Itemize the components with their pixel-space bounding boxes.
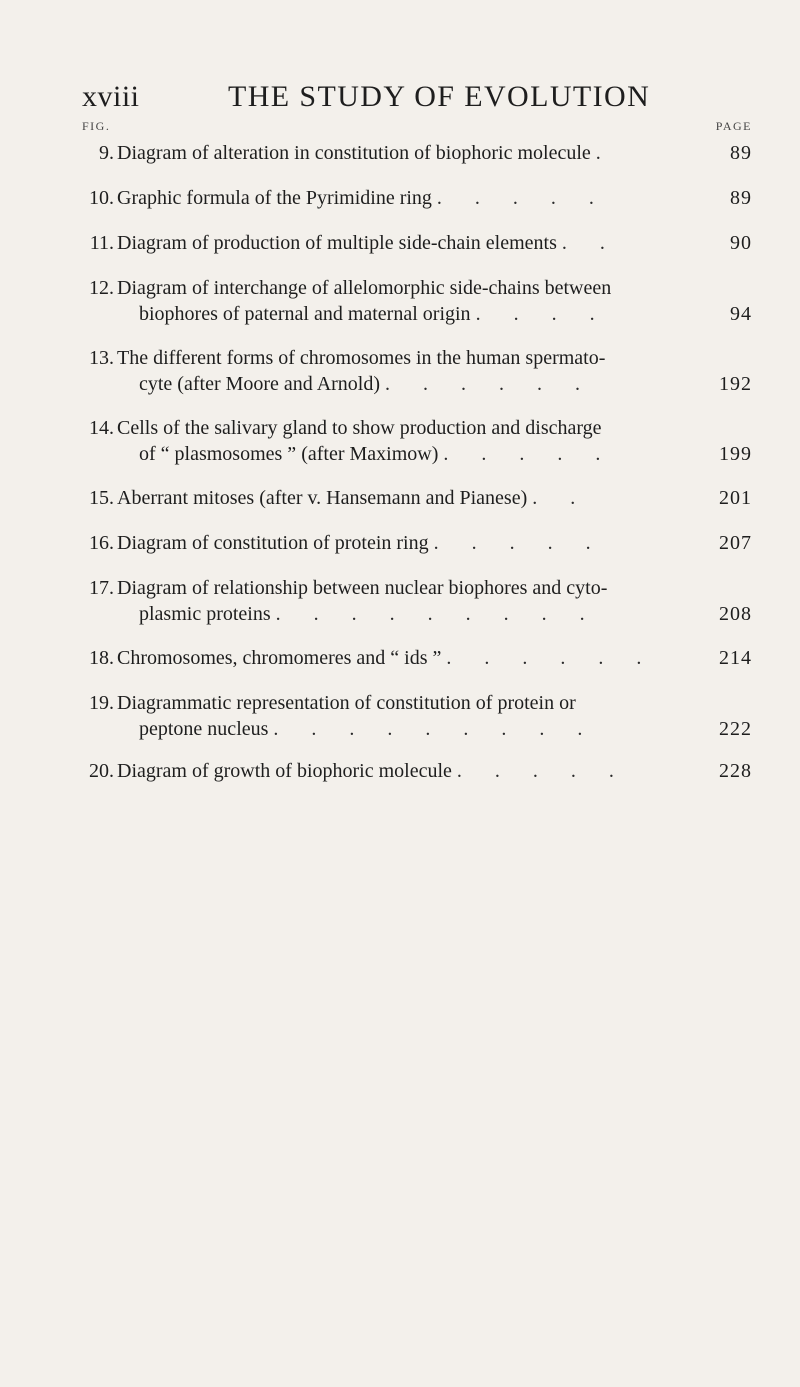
caption-line: The different forms of chromosomes in the human spermato- <box>117 347 606 369</box>
leader-dots: . . . . . . <box>385 373 595 395</box>
figure-entry-18 <box>82 645 752 671</box>
caption-line: Diagram of relationship between nuclear biophores and cyto- <box>117 577 608 599</box>
figure-entry-16 <box>82 530 752 556</box>
figure-entry-14 <box>82 415 752 467</box>
figure-number: 19. <box>89 692 114 714</box>
figure-caption <box>117 140 682 166</box>
figure-number: 15. <box>89 487 114 509</box>
fig-column-heading: FIG. <box>82 119 111 133</box>
figure-entry-10 <box>82 185 752 211</box>
figure-entry-11 <box>82 230 752 256</box>
page-number: 192 <box>719 373 752 395</box>
caption-continuation <box>117 441 682 467</box>
caption-line: Diagram of growth of biophoric molecule <box>117 760 452 782</box>
leader-dots: . . . . . <box>436 187 608 209</box>
figure-caption <box>117 575 682 627</box>
caption-continuation <box>117 371 682 397</box>
leader-dots: . . <box>561 232 619 254</box>
figure-caption <box>117 758 682 784</box>
page-number: 199 <box>719 443 752 465</box>
leader-dots: . . . . . <box>433 532 605 554</box>
figure-number: 17. <box>89 577 114 599</box>
figure-caption <box>117 415 682 467</box>
caption-line: cyte (after Moore and Arnold) <box>139 373 381 395</box>
figure-entry-13 <box>82 345 752 397</box>
figure-entry-19 <box>82 690 752 742</box>
figure-number: 16. <box>89 532 114 554</box>
leader-dots: . . . . . . <box>446 647 656 669</box>
figure-number: 20. <box>89 760 114 782</box>
column-headings <box>82 119 752 135</box>
figure-number: 12. <box>89 277 114 299</box>
caption-line: peptone nucleus <box>139 718 269 740</box>
page-number: 89 <box>730 142 752 164</box>
page-number: 214 <box>719 647 752 669</box>
caption-line: Graphic formula of the Pyrimidine ring <box>117 187 432 209</box>
caption-line: Diagram of alteration in constitution of biophoric molecule <box>117 142 591 164</box>
page-number: 222 <box>719 718 752 740</box>
caption-line: plasmic proteins <box>139 603 271 625</box>
caption-continuation <box>117 716 682 742</box>
figure-caption <box>117 275 682 327</box>
page-number: 201 <box>719 487 752 509</box>
figure-entry-12 <box>82 275 752 327</box>
leader-dots: . <box>595 142 615 164</box>
figure-caption <box>117 645 682 671</box>
caption-continuation <box>117 601 682 627</box>
figure-number: 18. <box>89 647 114 669</box>
caption-line: Diagram of production of multiple side-chain elements <box>117 232 557 254</box>
figure-caption <box>117 485 682 511</box>
figure-number: 9. <box>99 142 114 164</box>
book-title: THE STUDY OF EVOLUTION <box>228 80 651 113</box>
leader-dots: . . . . . <box>456 760 628 782</box>
leader-dots: . . <box>532 487 590 509</box>
figure-number: 14. <box>89 417 114 439</box>
caption-line: Diagram of interchange of allelomorphic side-chains between <box>117 277 612 299</box>
figure-entry-20 <box>82 758 752 784</box>
figure-number: 10. <box>89 187 114 209</box>
figure-caption <box>117 185 682 211</box>
caption-continuation <box>117 301 682 327</box>
page-number: 228 <box>719 760 752 782</box>
page-number: 90 <box>730 232 752 254</box>
caption-line: Diagrammatic representation of constitution of protein or <box>117 692 576 714</box>
page-folio: xviii <box>82 80 140 113</box>
caption-line: Cells of the salivary gland to show production and discharge <box>117 417 602 439</box>
figure-number: 11. <box>89 232 114 254</box>
page-number: 89 <box>730 187 752 209</box>
page-number: 207 <box>719 532 752 554</box>
leader-dots: . . . . <box>475 303 609 325</box>
figure-entry-17 <box>82 575 752 627</box>
caption-line: of “ plasmosomes ” (after Maximow) <box>139 443 439 465</box>
figure-caption <box>117 690 682 742</box>
caption-line: Diagram of constitution of protein ring <box>117 532 429 554</box>
page-number: 208 <box>719 603 752 625</box>
leader-dots: . . . . . . . . . <box>273 718 597 740</box>
running-head <box>82 80 772 120</box>
figure-number: 13. <box>89 347 114 369</box>
figure-caption <box>117 530 682 556</box>
figure-caption <box>117 345 682 397</box>
caption-line: Aberrant mitoses (after v. Hansemann and Pianese) <box>117 487 528 509</box>
caption-line: biophores of paternal and maternal origin <box>139 303 471 325</box>
page-column-heading: PAGE <box>715 119 752 133</box>
caption-line: Chromosomes, chromomeres and “ ids ” <box>117 647 442 669</box>
page-number: 94 <box>730 303 752 325</box>
figure-entry-9 <box>82 140 752 166</box>
leader-dots: . . . . . . . . . <box>275 603 599 625</box>
figure-caption <box>117 230 682 256</box>
figure-entry-15 <box>82 485 752 511</box>
leader-dots: . . . . . <box>443 443 615 465</box>
